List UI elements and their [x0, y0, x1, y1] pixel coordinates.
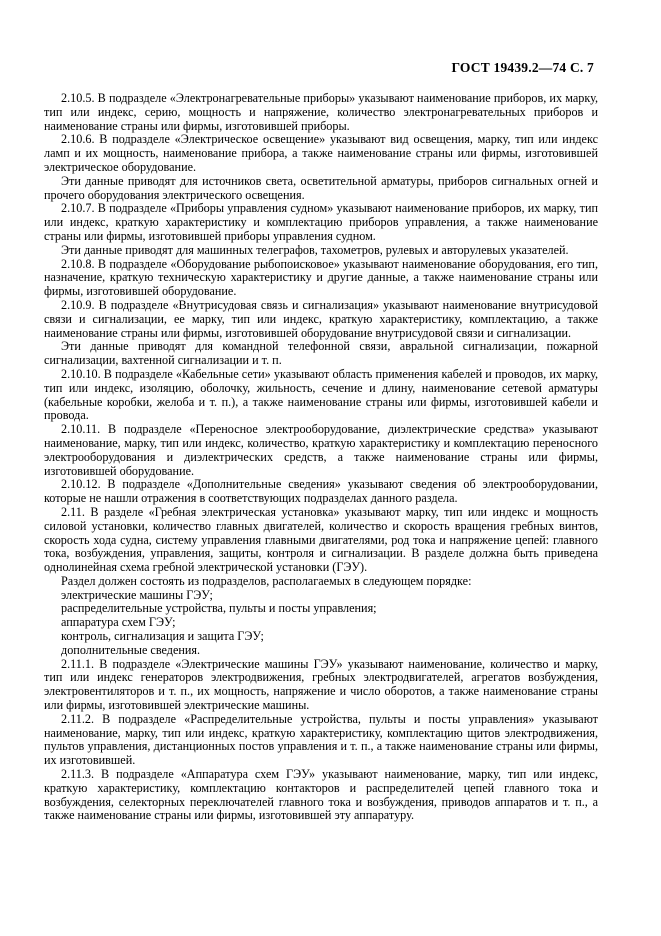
paragraph: Эти данные приводят для источников света, осветительной арматуры, приборов сигнальных огней и прочего оборудования электрического освещения. — [44, 173, 598, 202]
paragraph: Раздел должен состоять из подразделов, располагаемых в следующем порядке: — [61, 573, 472, 588]
paragraph: 2.10.12. В подразделе «Дополнительные сведения» указывают сведения об электрооборудовании, которые не нашли отражения в соответствующих подразделах данного раздела. — [44, 477, 598, 506]
list-item: распределительные устройства, пульты и посты управления; — [61, 601, 377, 616]
paragraph: 2.10.11. В подразделе «Переносное электрооборудование, диэлектрические средства» указывают наименование, марку, тип или индекс, количество, краткую характеристику и комплектацию переносного электрооборудования и диэлектрических средств, а также наименование страны или фирмы, изготовившей оборудование. — [44, 422, 598, 478]
page-header: ГОСТ 19439.2—74 С. 7 — [451, 60, 594, 75]
paragraph: Эти данные приводят для машинных телеграфов, тахометров, рулевых и авторулевых указателей. — [61, 242, 569, 257]
paragraph: 2.10.6. В подразделе «Электрическое освещение» указывают вид освещения, марку, тип или индекс ламп и их мощность, наименование прибора, а также наименование страны или фирмы, изготовившей электрическое оборудование. — [44, 132, 598, 174]
paragraph: 2.11. В разделе «Гребная электрическая установка» указывают марку, тип или индекс и мощность силовой установки, количество главных двигателей, количество и скорость вращения гребных винтов, скорость хода судна, систему управления главными двигателями, род тока и напряжение цепей: главного тока, возбуждения, управления, защиты, контроля и сигнализации. В разделе должна быть приведена однолинейная схема гребной электрической установки (ГЭУ). — [44, 504, 598, 575]
paragraph: 2.11.1. В подразделе «Электрические машины ГЭУ» указывают наименование, количество и марку, тип или индекс генераторов электродвижения, гребных электродвигателей, агрегатов возбуждения, электровентиляторов и т. п., их мощность, напряжение и число оборотов, а также наименование страны или фирмы, изготовившей электрические машины. — [44, 656, 598, 713]
paragraph: 2.10.10. В подразделе «Кабельные сети» указывают область применения кабелей и проводов, их марку, тип или индекс, изоляцию, оболочку, жильность, сечение и длину, наименование сетевой арматуры (кабельные коробки, желоба и т. п.), а также наименование страны или фирмы, изготовившей кабели и провода. — [44, 366, 598, 423]
list-item: дополнительные сведения. — [61, 642, 201, 657]
paragraph: 2.11.3. В подразделе «Аппаратура схем ГЭУ» указывают наименование, марку, тип или индекс, краткую характеристику, комплектацию контакторов и распределителей цепей главного тока и возбуждения, селекторных переключателей главного тока и возбуждения, приводов аппаратов и т. п., а также наименование страны или фирмы, изготовившей эту аппаратуру. — [44, 767, 598, 823]
document-body — [44, 92, 598, 823]
list-item: электрические машины ГЭУ; — [61, 587, 213, 602]
list-item: аппаратура схем ГЭУ; — [61, 615, 176, 630]
list-item: контроль, сигнализация и защита ГЭУ; — [61, 629, 264, 644]
paragraph: 2.11.2. В подразделе «Распределительные устройства, пульты и посты управления» указывают наименование, марку, тип или индекс, краткую характеристику, комплектацию щитов электродвижения, пультов управления, дистанционных постов управления и т. п., а также наименование страны или фирмы, их изготовившей. — [44, 711, 598, 768]
paragraph: 2.10.5. В подразделе «Электронагревательные приборы» указывают наименование приборов, их марку, тип или индекс, серию, мощность и напряжение, количество электронагревательных приборов и наименование страны или фирмы, изготовившей приборы. — [44, 91, 598, 133]
paragraph: 2.10.9. В подразделе «Внутрисудовая связь и сигнализация» указывают наименование внутрисудовой связи и сигнализации, ее марку, тип или индекс, краткую характеристику, комплектацию, а также наименование страны или фирмы, изготовившей оборудование внутрисудовой связи и сигнализации. — [44, 297, 598, 340]
paragraph: 2.10.8. В подразделе «Оборудование рыбопоисковое» указывают наименование оборудования, его тип, назначение, краткую техническую характеристику и другие данные, а также наименование страны или фирмы, изготовившей оборудование. — [44, 256, 598, 299]
paragraph: 2.10.7. В подразделе «Приборы управления судном» указывают наименование приборов, их марку, тип или индекс, краткую характеристику и комплектацию приборов управления, а также наименование страны или фирмы, изготовившей приборы управления судном. — [44, 201, 598, 243]
paragraph: Эти данные приводят для командной телефонной связи, авральной сигнализации, пожарной сигнализации, вахтенной сигнализации и т. п. — [44, 339, 598, 368]
